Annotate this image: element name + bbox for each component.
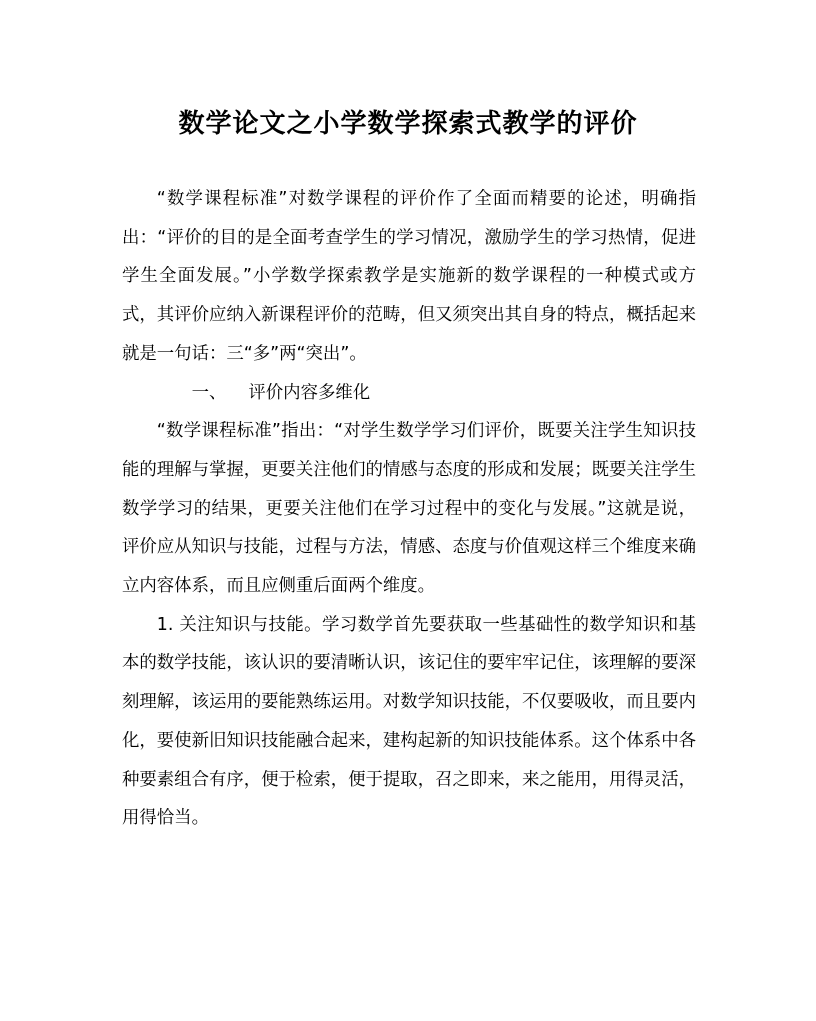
document-title: 数学论文之小学数学探索式教学的评价 [178, 109, 638, 139]
paragraph-knowledge-skills: 1. 关注知识与技能。学习数学首先要获取一些基础性的数学知识和基本的数学技能，该认识的要清晰认识，该记住的要牢牢记住，该理解的要深刻理解，该运用的要能熟练运用。对数学知识技能，不仅要吸收，而且要内化，要使新旧知识技能融合起来，建构起新的知识技能体系。这个体系中各种要素组合有序，便于检索，便于提取，召之即来，来之能用，用得灵活，用得恰当。 [122, 614, 696, 829]
document-body [122, 180, 696, 838]
paragraph-intro: “数学课程标准”对数学课程的评价作了全面而精要的论述，明确指出：“评价的目的是全面考查学生的学习情况，激励学生的学习热情，促进学生全面发展。”小学数学探索教学是实施新的数学课程的一种模式或方式，其评价应纳入新课程评价的范畴，但又须突出其自身的特点，概括起来就是一句话：三“多”两“突出”。 [122, 189, 696, 364]
section-heading-number: 一、 [191, 382, 227, 403]
paragraph-standard-quote: “数学课程标准”指出：“对学生数学学习们评价，既要关注学生知识技能的理解与掌握，更要关注他们的情感与态度的形成和发展；既要关注学生数学学习的结果，更要关注他们在学习过程中的变化与发展。”这就是说，评价应从知识与技能，过程与方法，情感、态度与价值观这样三个维度来确立内容体系，而且应侧重后面两个维度。 [122, 421, 696, 597]
section-heading [122, 374, 696, 413]
section-heading-text: 评价内容多维化 [248, 382, 371, 403]
